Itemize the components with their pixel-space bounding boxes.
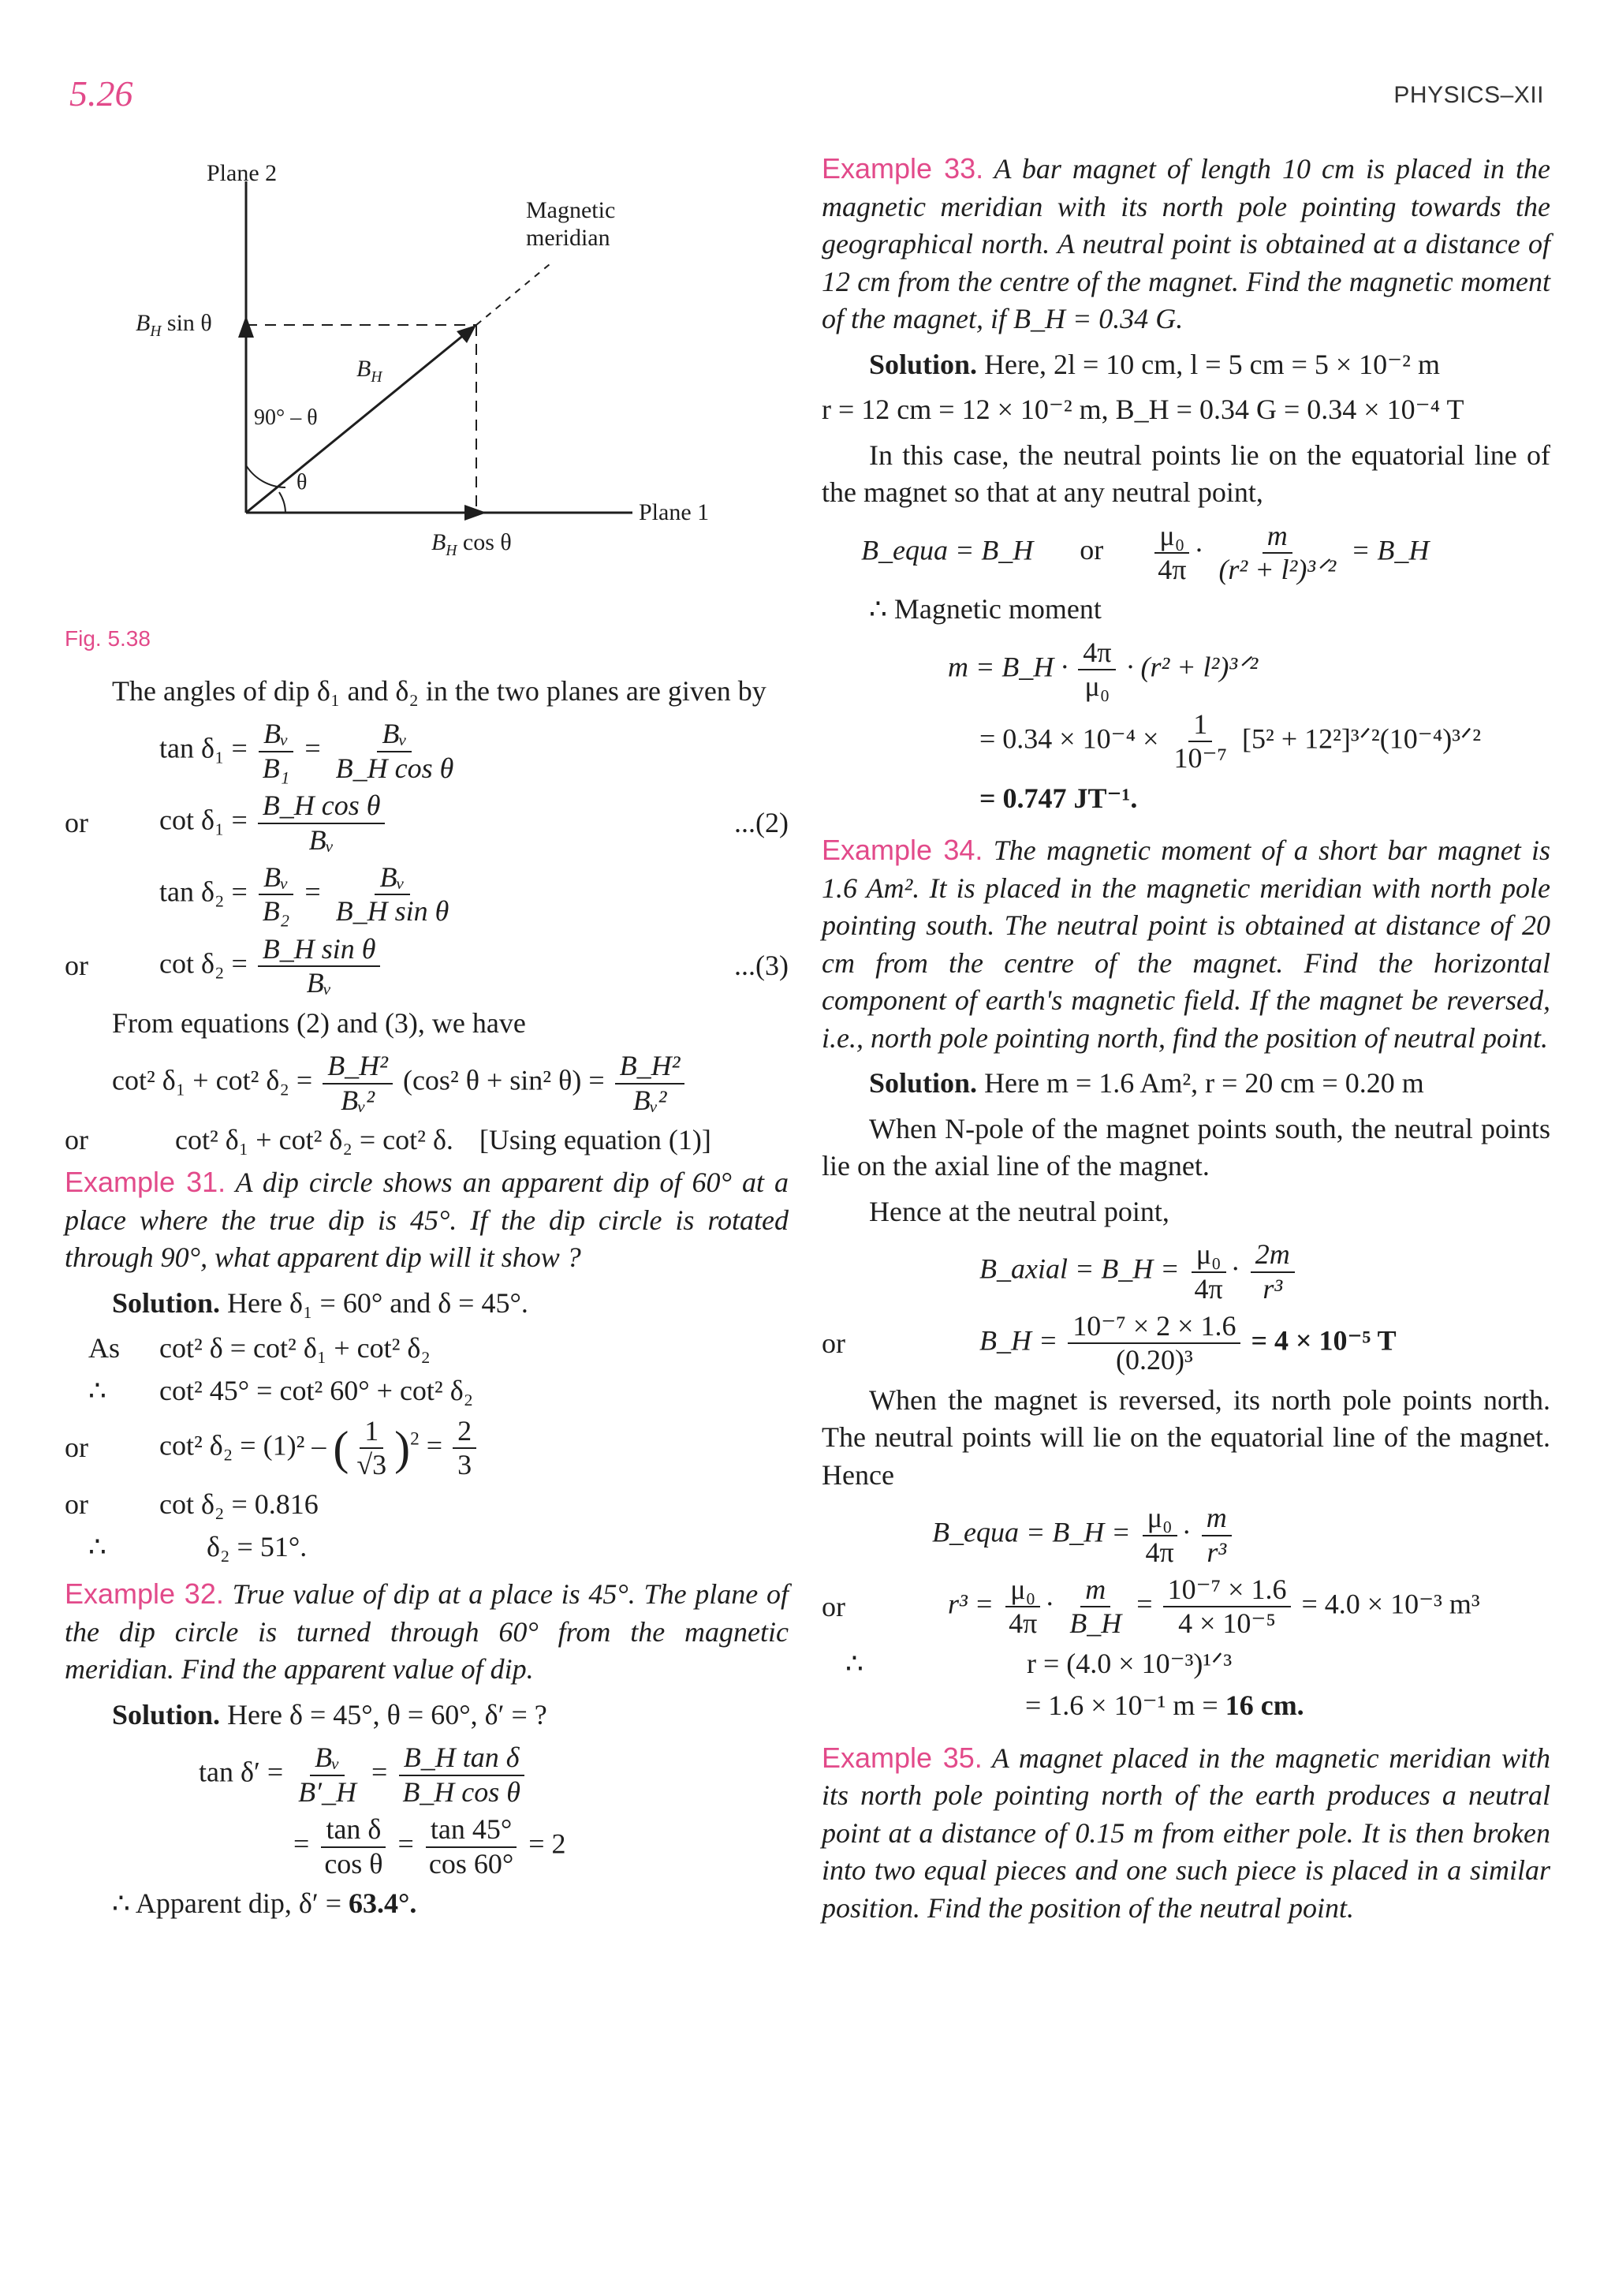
eq-cot-squared-sum: cot² δ₁ + cot² δ₂ = $\frac{\text{B\_H²}}{\text{Bᵥ²}}$ (cos² θ + sin² θ) = $\frac{\text{B\_H²}}{\text{Bᵥ²}}$ [65, 1050, 789, 1117]
eq-tan-delta2: tan δ₂ = $\frac{\text{Bᵥ}}{\text{B₂}}$ = $\frac{\text{Bᵥ}}{\text{B\_H sin θ}}$ [159, 861, 449, 928]
bh-sin-label: $B_H$ sin θ [136, 310, 212, 340]
from-equations-text: From equations (2) and (3), we have [112, 1006, 526, 1039]
equation-tag-2: ...(2) [734, 806, 789, 838]
running-head: PHYSICS–XII [1393, 82, 1544, 108]
equation-tag-3: ...(3) [734, 950, 789, 982]
ex34-eq1: B_axial = B_H = $\frac{\text{μ₀}}{4\pi}$ · $\frac{2m}{\text{r³}}$ [822, 1238, 1550, 1305]
ex33-eq1: B_equa = B_H or $\frac{\text{μ₀}}{4\pi}$ · $\frac{m}{\text{(r² + l²)³ᐟ²}}$ = B_H [861, 519, 1430, 586]
figure-caption: Fig. 5.38 [65, 626, 151, 651]
eq-tan-delta1: tan δ₁ = $\frac{\text{Bᵥ}}{\text{B₁}}$ = $\frac{\text{Bᵥ}}{\text{B\_H cos θ}}$ [159, 718, 454, 784]
plane1-label: Plane 1 [639, 499, 710, 525]
dip-planes-diagram [65, 150, 789, 631]
figure-5-38 [65, 150, 789, 631]
ex31-eq3: or cot² δ₂ = (1)² – ( $\frac{1}{√3}$ )$^2$ = $\frac{2}{3}$ [65, 1415, 789, 1482]
plane2-label: Plane 2 [207, 160, 278, 186]
magnetic-label: Magnetic [526, 197, 616, 223]
bh-vector-label: $B_H$ [356, 356, 382, 386]
ex34-eq3: B_equa = B_H = $\frac{\text{μ₀}}{4\pi}$ · $\frac{m}{\text{r³}}$ [822, 1502, 1550, 1569]
example-32-solution: Solution. Here δ = 45°, θ = 60°, δ′ = ? [112, 1698, 547, 1730]
angle-arc-small [279, 492, 285, 513]
ex31-eq4: or cot δ₂ = 0.816 [65, 1488, 319, 1521]
eq-cot-squared-result: or cot² δ₁ + cot² δ₂ = cot² δ. [Using equation (1)] [65, 1123, 711, 1155]
example-34-paragraph1: When N-pole of the magnet points south, the neutral points lie on the axial line of the magnet. [822, 1112, 1550, 1182]
example-33-question: Example 33. A bar magnet of length 10 cm is placed in the magnetic meridian with its north pole pointing towards the geographical north. A neutral point is obtained at a distance of 12 cm from the centre of the magnet. Find the magnetic moment of the magnet, if B_H = 0.34 G. [822, 152, 1551, 335]
meridian-dashed-line [476, 264, 550, 325]
example-34-question: Example 34. The magnetic moment of a short bar magnet is 1.6 Am². It is placed in the magnetic meridian with north pole pointing south. The neutral point is obtained at distance of 20 cm from the centre of the magnet. Find the horizontal component of earth's magnetic field. If the magnet be reversed, i.e., north pole pointing north, find the position of neutral point. [822, 834, 1550, 1054]
page-number: 5.26 [69, 73, 133, 114]
example-31-solution: Solution. Here δ₁ = 60° and δ = 45°. [112, 1286, 528, 1319]
ex34-answer: = 1.6 × 10⁻¹ m = 16 cm. [1025, 1689, 1304, 1722]
ex34-eq2: or B_H = $\frac{\text{10⁻⁷ × 2 × 1.6}}{\text{(0.20)³}}$ = 4 × 10⁻⁵ T [822, 1309, 1397, 1376]
magnetic-moment-heading: ∴ Magnetic moment [869, 593, 1102, 625]
example-33-solution-line1: Solution. Here, 2l = 10 cm, l = 5 cm = 5 × 10⁻² m [869, 348, 1440, 380]
left-column [65, 150, 789, 1930]
example-33-paragraph: In this case, the neutral points lie on the equatorial line of the magnet so that at any neutral point, [822, 439, 1550, 509]
ex31-eq2: ∴ cot² 45° = cot² 60° + cot² δ₂ [88, 1374, 474, 1406]
bh-arrowhead [457, 325, 476, 343]
eq-cot-delta2: or cot δ₂ = $\frac{\text{B\_H sin θ}}{\text{Bᵥ}}$ ...(3) [65, 932, 789, 999]
example-31-question: Example 31. A dip circle shows an apparent dip of 60° at a place where the true dip is 45°. If the dip circle is rotated through 90°, what apparent dip will it show ? [65, 1166, 789, 1274]
ex33-eq3: = 0.34 × 10⁻⁴ × $\frac{1}{\text{10⁻⁷}}$ [5² + 12²]³ᐟ²(10⁻⁴)³ᐟ² [979, 707, 1482, 775]
vertical-arrowhead [238, 315, 254, 338]
ex34-eq5: ∴ r = (4.0 × 10⁻³)¹ᐟ³ [845, 1647, 1233, 1679]
angle-theta-label: θ [297, 470, 308, 495]
example-33-solution-line2: r = 12 cm = 12 × 10⁻² m, B_H = 0.34 G = 0.34 × 10⁻⁴ T [822, 394, 1464, 426]
dip-angles-intro: The angles of dip δ₁ and δ₂ in the two planes are given by [112, 674, 766, 707]
ex32-answer: ∴ Apparent dip, δ′ = 63.4°. [112, 1887, 417, 1919]
ex31-eq1: As cot² δ = cot² δ₁ + cot² δ₂ [88, 1332, 431, 1365]
example-32-question: Example 32. True value of dip at a place is 45°. The plane of the dip circle is turned through 60° from the magnetic meridian. Find the apparent value of dip. [65, 1577, 789, 1686]
angle-90-minus-theta-label: 90° – θ [254, 405, 318, 430]
ex32-eq1: tan δ′ = $\frac{\text{Bᵥ}}{B'\_H}$ = $\frac{\text{B\_H tan δ}}{\text{B\_H cos θ}}$ [65, 1742, 789, 1809]
ex33-eq2: m = B_H · $\frac{4\pi}{\text{μ₀}}$ · (r² + l²)³ᐟ² [948, 636, 1259, 703]
horizontal-arrowhead [464, 505, 487, 521]
bh-cos-label: $B_H$ cos θ [431, 529, 512, 559]
right-column [822, 150, 1550, 1935]
ex31-eq5: ∴ δ₂ = 51°. [88, 1530, 308, 1562]
eq-cot-delta1: or cot δ₁ = $\frac{\text{B\_H cos θ}}{\text{Bᵥ}}$ ...(2) [65, 790, 789, 856]
example-34-paragraph3: When the magnet is reversed, its north pole points north. The neutral points will lie on the equatorial line of the magnet. Hence [822, 1383, 1550, 1491]
example-34-paragraph2: Hence at the neutral point, [869, 1195, 1169, 1227]
ex32-eq2: = $\frac{\text{tan δ}}{\text{cos θ}}$ = $\frac{\tan 45^\circ}{\cos 60^\circ}$ = 2 [293, 1813, 566, 1880]
example-34-solution: Solution. Here m = 1.6 Am², r = 20 cm = 0.20 m [869, 1067, 1424, 1099]
ex33-answer: = 0.747 JT⁻¹. [979, 782, 1138, 814]
ex34-eq4: or r³ = $\frac{\text{μ₀}}{4\pi}$ · $\frac{m}{B\_H}$ = $\frac{\text{10⁻⁷ × 1.6}}{\text{4 × 10⁻⁵}}$ = 4.0 × 10⁻³ m³ [822, 1574, 1480, 1640]
example-35-question: Example 35. A magnet placed in the magnetic meridian with its north pole pointing north of the earth produces a neutral point at a distance of 0.15 m from either pole. It is then broken into two equal pieces and one such piece is placed in a similar position. Find the position of the neutral point. [822, 1741, 1550, 1924]
meridian-label: meridian [526, 225, 610, 251]
